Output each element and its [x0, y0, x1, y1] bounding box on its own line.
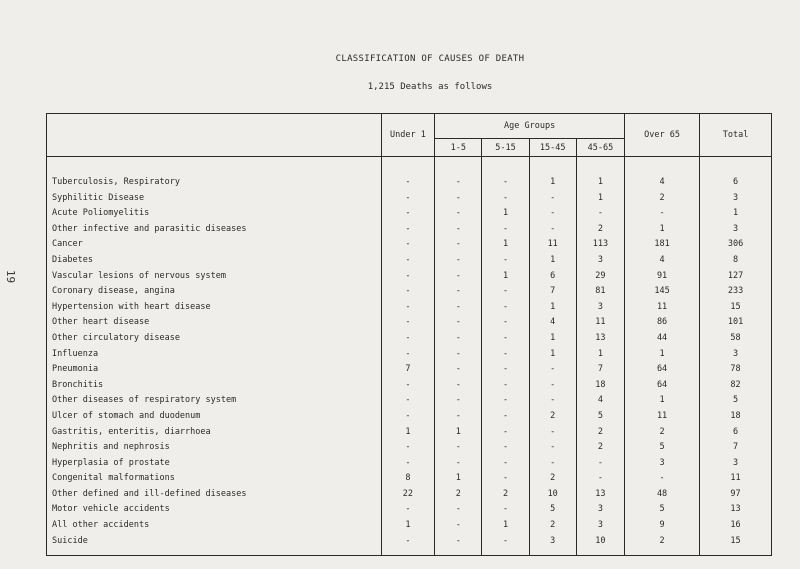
value-cell: 1 [435, 471, 482, 487]
cause-cell: Syphilitic Disease [47, 191, 382, 207]
value-cell: - [381, 269, 435, 285]
value-cell: - [482, 315, 529, 331]
value-cell: - [381, 222, 435, 238]
value-cell: - [435, 315, 482, 331]
value-cell: 2 [576, 440, 624, 456]
value-cell: - [482, 440, 529, 456]
value-cell: - [482, 300, 529, 316]
value-cell: - [482, 378, 529, 394]
value-cell: - [482, 425, 529, 441]
table-row [47, 456, 772, 472]
value-cell: 22 [381, 487, 435, 503]
age-group-header: 15-45 [529, 139, 576, 157]
page-title: CLASSIFICATION OF CAUSES OF DEATH [335, 54, 525, 64]
value-cell: - [435, 518, 482, 534]
value-cell: 3 [529, 534, 576, 550]
cause-cell: Pneumonia [47, 362, 382, 378]
age-group-header: 1-5 [435, 139, 482, 157]
cause-cell: Bronchitis [47, 378, 382, 394]
table-row [47, 393, 772, 409]
value-cell: 1 [700, 206, 772, 222]
value-cell: 2 [625, 191, 700, 207]
value-cell: - [381, 191, 435, 207]
cause-cell: Other infective and parasitic diseases [47, 222, 382, 238]
table-row [47, 534, 772, 550]
table-row [47, 471, 772, 487]
value-cell: 44 [625, 331, 700, 347]
value-cell: - [529, 362, 576, 378]
value-cell: 81 [576, 284, 624, 300]
cause-cell: Tuberculosis, Respiratory [47, 175, 382, 191]
cause-cell: Influenza [47, 347, 382, 363]
table-row [47, 378, 772, 394]
table-row [47, 315, 772, 331]
value-cell: - [576, 456, 624, 472]
value-cell: 4 [529, 315, 576, 331]
value-cell: - [381, 456, 435, 472]
spacer-row [47, 549, 772, 556]
value-cell: 1 [625, 347, 700, 363]
value-cell: 1 [625, 222, 700, 238]
value-cell: - [381, 175, 435, 191]
age-group-header: 45-65 [576, 139, 624, 157]
value-cell: - [435, 393, 482, 409]
value-cell: - [482, 175, 529, 191]
cause-cell: Other defined and ill-defined diseases [47, 487, 382, 503]
value-cell: 145 [625, 284, 700, 300]
value-cell: - [435, 534, 482, 550]
cause-cell: Acute Poliomyelitis [47, 206, 382, 222]
value-cell: - [576, 471, 624, 487]
value-cell: 2 [625, 425, 700, 441]
value-cell: 2 [576, 222, 624, 238]
value-cell: 29 [576, 269, 624, 285]
value-cell: 58 [700, 331, 772, 347]
value-cell: 82 [700, 378, 772, 394]
value-cell: - [381, 534, 435, 550]
cause-cell: Gastritis, enteritis, diarrhoea [47, 425, 382, 441]
over-65-header: Over 65 [625, 114, 700, 157]
value-cell: 9 [625, 518, 700, 534]
value-cell: 1 [482, 237, 529, 253]
value-cell: - [381, 237, 435, 253]
value-cell: - [381, 315, 435, 331]
table-row [47, 237, 772, 253]
value-cell: 2 [625, 534, 700, 550]
value-cell: 11 [529, 237, 576, 253]
value-cell: - [435, 300, 482, 316]
value-cell: 10 [529, 487, 576, 503]
value-cell: - [435, 331, 482, 347]
page-number: 19 [4, 269, 18, 284]
value-cell: 2 [482, 487, 529, 503]
value-cell: - [482, 471, 529, 487]
table-row [47, 425, 772, 441]
value-cell: 7 [700, 440, 772, 456]
value-cell: - [529, 191, 576, 207]
cause-header-cell [47, 114, 382, 157]
table-row [47, 331, 772, 347]
value-cell: 2 [435, 487, 482, 503]
value-cell: 3 [700, 456, 772, 472]
cause-cell: Congenital malformations [47, 471, 382, 487]
value-cell: - [529, 393, 576, 409]
value-cell: 1 [529, 331, 576, 347]
value-cell: - [435, 378, 482, 394]
value-cell: - [576, 206, 624, 222]
value-cell: - [381, 331, 435, 347]
table-row [47, 253, 772, 269]
value-cell: - [482, 284, 529, 300]
value-cell: - [482, 393, 529, 409]
value-cell: - [435, 440, 482, 456]
value-cell: - [482, 191, 529, 207]
value-cell: 97 [700, 487, 772, 503]
cause-cell: Other circulatory disease [47, 331, 382, 347]
value-cell: - [529, 378, 576, 394]
value-cell: - [381, 378, 435, 394]
value-cell: 48 [625, 487, 700, 503]
value-cell: - [381, 393, 435, 409]
value-cell: 91 [625, 269, 700, 285]
causes-of-death-table [46, 113, 772, 556]
table-row [47, 347, 772, 363]
value-cell: 101 [700, 315, 772, 331]
value-cell: 3 [576, 300, 624, 316]
value-cell: 11 [700, 471, 772, 487]
value-cell: - [482, 534, 529, 550]
value-cell: 5 [625, 502, 700, 518]
value-cell: 13 [576, 487, 624, 503]
value-cell: 6 [700, 175, 772, 191]
value-cell: 2 [576, 425, 624, 441]
value-cell: - [529, 206, 576, 222]
value-cell: 5 [576, 409, 624, 425]
value-cell: 3 [576, 253, 624, 269]
value-cell: 233 [700, 284, 772, 300]
value-cell: 3 [700, 222, 772, 238]
value-cell: 3 [700, 347, 772, 363]
value-cell: - [435, 253, 482, 269]
value-cell: - [435, 269, 482, 285]
value-cell: 4 [576, 393, 624, 409]
spacer-row [47, 157, 772, 176]
table-row [47, 284, 772, 300]
cause-cell: Hyperplasia of prostate [47, 456, 382, 472]
value-cell: - [435, 222, 482, 238]
value-cell: - [482, 331, 529, 347]
value-cell: - [381, 440, 435, 456]
value-cell: 11 [576, 315, 624, 331]
value-cell: 64 [625, 362, 700, 378]
value-cell: 78 [700, 362, 772, 378]
total-header: Total [700, 114, 772, 157]
value-cell: 1 [529, 175, 576, 191]
value-cell: - [435, 456, 482, 472]
value-cell: 7 [529, 284, 576, 300]
value-cell: 1 [576, 191, 624, 207]
value-cell: - [435, 362, 482, 378]
value-cell: 3 [625, 456, 700, 472]
value-cell: 5 [529, 502, 576, 518]
value-cell: 306 [700, 237, 772, 253]
value-cell: 15 [700, 300, 772, 316]
value-cell: 13 [576, 331, 624, 347]
value-cell: - [482, 222, 529, 238]
value-cell: 5 [625, 440, 700, 456]
value-cell: - [482, 253, 529, 269]
table-row [47, 518, 772, 534]
value-cell: - [529, 222, 576, 238]
value-cell: - [435, 206, 482, 222]
value-cell: 1 [529, 347, 576, 363]
value-cell: - [381, 284, 435, 300]
value-cell: 5 [700, 393, 772, 409]
value-cell: - [625, 471, 700, 487]
value-cell: - [529, 425, 576, 441]
cause-cell: All other accidents [47, 518, 382, 534]
table-row [47, 440, 772, 456]
value-cell: - [381, 206, 435, 222]
cause-cell: Cancer [47, 237, 382, 253]
cause-cell: Other heart disease [47, 315, 382, 331]
value-cell: - [381, 300, 435, 316]
value-cell: 113 [576, 237, 624, 253]
value-cell: - [529, 440, 576, 456]
value-cell: 1 [576, 175, 624, 191]
table-row [47, 362, 772, 378]
value-cell: 18 [576, 378, 624, 394]
table-row [47, 175, 772, 191]
value-cell: 1 [529, 253, 576, 269]
value-cell: - [381, 409, 435, 425]
value-cell: 3 [576, 502, 624, 518]
value-cell: - [482, 502, 529, 518]
value-cell: 181 [625, 237, 700, 253]
value-cell: 3 [700, 191, 772, 207]
value-cell: 10 [576, 534, 624, 550]
cause-cell: Other diseases of respiratory system [47, 393, 382, 409]
table-row [47, 206, 772, 222]
value-cell: - [482, 362, 529, 378]
value-cell: - [435, 191, 482, 207]
value-cell: 2 [529, 471, 576, 487]
value-cell: - [381, 502, 435, 518]
table-row [47, 487, 772, 503]
value-cell: 1 [435, 425, 482, 441]
value-cell: 86 [625, 315, 700, 331]
page-subtitle: 1,215 Deaths as follows [367, 82, 493, 92]
age-group-header: 5-15 [482, 139, 529, 157]
value-cell: 16 [700, 518, 772, 534]
value-cell: 1 [482, 269, 529, 285]
value-cell: - [435, 347, 482, 363]
table-body [47, 157, 772, 556]
cause-cell: Coronary disease, angina [47, 284, 382, 300]
value-cell: 6 [700, 425, 772, 441]
value-cell: - [482, 347, 529, 363]
value-cell: - [435, 284, 482, 300]
value-cell: 4 [625, 175, 700, 191]
value-cell: 1 [381, 425, 435, 441]
value-cell: 3 [576, 518, 624, 534]
value-cell: - [482, 409, 529, 425]
value-cell: 18 [700, 409, 772, 425]
value-cell: 11 [625, 300, 700, 316]
cause-cell: Nephritis and nephrosis [47, 440, 382, 456]
age-groups-header: Age Groups [435, 114, 625, 139]
value-cell: - [435, 175, 482, 191]
cause-cell: Motor vehicle accidents [47, 502, 382, 518]
value-cell: 8 [700, 253, 772, 269]
value-cell: - [435, 237, 482, 253]
under-1-header: Under 1 [381, 114, 435, 157]
value-cell: 1 [529, 300, 576, 316]
value-cell: 2 [529, 409, 576, 425]
value-cell: 1 [576, 347, 624, 363]
table-row [47, 222, 772, 238]
value-cell: - [435, 409, 482, 425]
value-cell: 4 [625, 253, 700, 269]
value-cell: 1 [381, 518, 435, 534]
value-cell: 15 [700, 534, 772, 550]
value-cell: - [625, 206, 700, 222]
table-row [47, 269, 772, 285]
value-cell: 1 [482, 206, 529, 222]
cause-cell: Ulcer of stomach and duodenum [47, 409, 382, 425]
value-cell: 11 [625, 409, 700, 425]
value-cell: 7 [576, 362, 624, 378]
value-cell: 127 [700, 269, 772, 285]
value-cell: 7 [381, 362, 435, 378]
table-row [47, 502, 772, 518]
table-row [47, 300, 772, 316]
value-cell: 1 [625, 393, 700, 409]
value-cell: - [435, 502, 482, 518]
table-row [47, 191, 772, 207]
value-cell: 8 [381, 471, 435, 487]
value-cell: - [529, 456, 576, 472]
cause-cell: Hypertension with heart disease [47, 300, 382, 316]
value-cell: 6 [529, 269, 576, 285]
value-cell: 2 [529, 518, 576, 534]
cause-cell: Vascular lesions of nervous system [47, 269, 382, 285]
value-cell: 13 [700, 502, 772, 518]
cause-cell: Diabetes [47, 253, 382, 269]
value-cell: - [381, 347, 435, 363]
cause-cell: Suicide [47, 534, 382, 550]
value-cell: - [381, 253, 435, 269]
table-row [47, 409, 772, 425]
value-cell: 1 [482, 518, 529, 534]
value-cell: - [482, 456, 529, 472]
value-cell: 64 [625, 378, 700, 394]
